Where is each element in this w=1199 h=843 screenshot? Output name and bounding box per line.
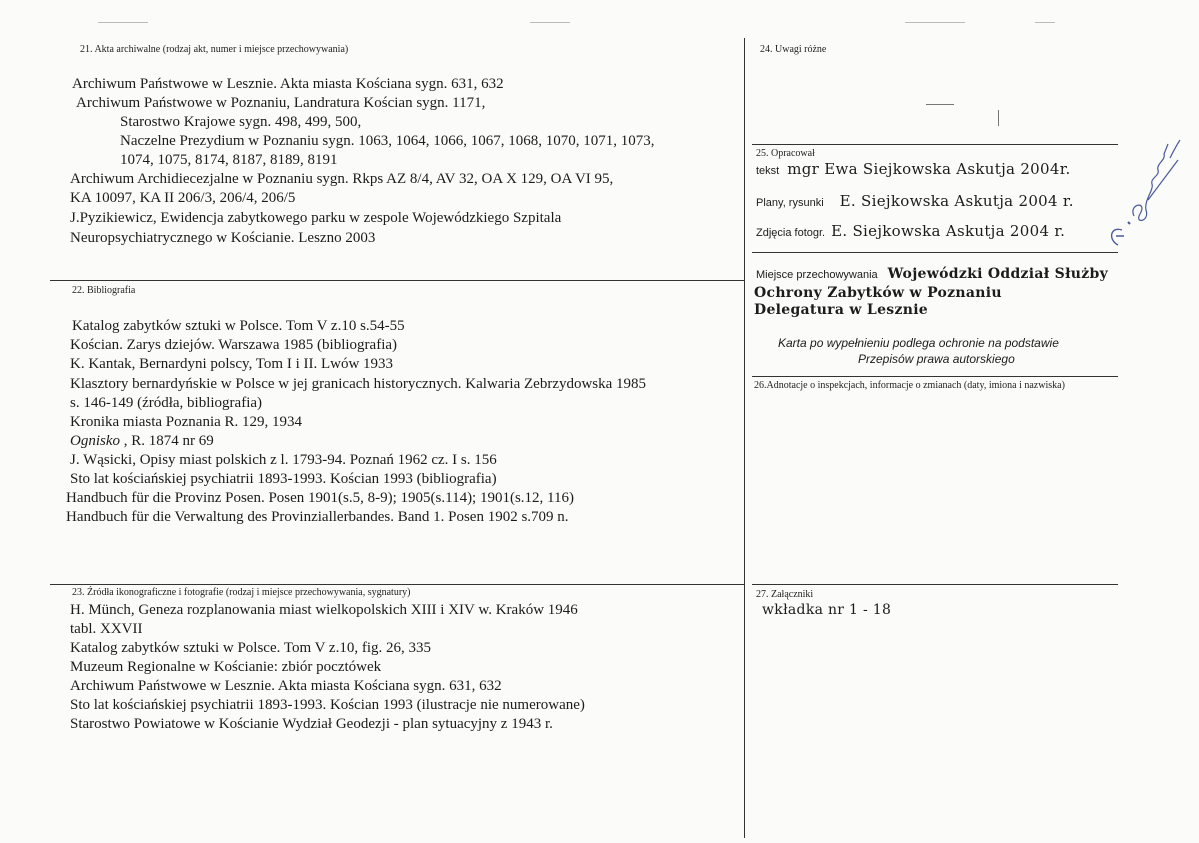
s21-line-1: Archiwum Państwowe w Lesznie. Akta miasta Kościana sygn. 631, 632 bbox=[72, 76, 504, 92]
section-25-label: 25. Opracował bbox=[756, 148, 815, 159]
s23-line-2: tabl. XXVII bbox=[70, 621, 143, 637]
handwritten-signature bbox=[1088, 130, 1188, 260]
scan-mark bbox=[998, 110, 999, 126]
divider-storage-26 bbox=[752, 376, 1118, 377]
s23-line-5: Archiwum Państwowe w Lesznie. Akta miasta Kościana sygn. 631, 632 bbox=[70, 678, 502, 694]
copyright-line-1: Karta po wypełnieniu podlega ochronie na podstawie bbox=[778, 336, 1059, 350]
divider-25-storage bbox=[752, 252, 1118, 253]
plany-label: Plany, rysunki bbox=[756, 197, 824, 209]
s23-line-4: Muzeum Regionalne w Kościanie: zbiór pocztówek bbox=[70, 659, 382, 675]
s21-line-2: Archiwum Państwowe w Poznaniu, Landratura Kościan sygn. 1171, bbox=[76, 95, 486, 111]
s21-line-8: J.Pyzikiewicz, Ewidencja zabytkowego parku w zespole Wojewódzkiego Szpitala bbox=[70, 210, 562, 226]
divider-21-22 bbox=[50, 280, 744, 281]
tekst-value: mgr Ewa Siejkowska Askutja 2004r. bbox=[787, 160, 1071, 178]
s22-line-5: s. 146-149 (źródła, bibliografia) bbox=[70, 395, 263, 411]
zdjecia-value: E. Siejkowska Askutja 2004 r. bbox=[831, 222, 1066, 240]
s21-line-3: Starostwo Krajowe sygn. 498, 499, 500, bbox=[120, 114, 362, 130]
storage-line-2: Ochrony Zabytków w Poznaniu bbox=[754, 285, 1002, 301]
s23-line-6: Sto lat kościańskiej psychiatrii 1893-1993. Kościan 1993 (ilustracje nie numerowane) bbox=[70, 697, 585, 713]
s22-line-2: Kościan. Zarys dziejów. Warszawa 1985 (bibliografia) bbox=[70, 337, 398, 353]
s27-value: wkładka nr 1 - 18 bbox=[762, 602, 892, 618]
tekst-row bbox=[756, 160, 1071, 179]
section-27-label: 27. Załączniki bbox=[756, 589, 814, 600]
s22-line-7-rest: R. 1874 nr 69 bbox=[131, 433, 214, 449]
s21-line-7: KA 10097, KA II 206/3, 206/4, 206/5 bbox=[70, 190, 296, 206]
section-26-label: 26.Adnotacje o inspekcjach, informacje o zmianach (daty, imiona i nazwiska) bbox=[754, 380, 1065, 391]
s23-line-7: Starostwo Powiatowe w Kościanie Wydział Geodezji - plan sytuacyjny z 1943 r. bbox=[70, 716, 553, 732]
s23-line-1: H. Münch, Geneza rozplanowania miast wielkopolskich XIII i XIV w. Kraków 1946 bbox=[70, 602, 578, 618]
copyright-line-2: Przepisów prawa autorskiego bbox=[858, 352, 1015, 366]
s22-line-8: J. Wąsicki, Opisy miast polskich z l. 1793-94. Poznań 1962 cz. I s. 156 bbox=[70, 452, 497, 468]
tekst-label: tekst bbox=[756, 165, 780, 177]
section-23-label: 23. Źródła ikonograficzne i fotografie (rodzaj i miejsce przechowywania, sygnatury) bbox=[72, 587, 411, 598]
s21-line-9: Neuropsychiatrycznego w Kościanie. Leszno 2003 bbox=[70, 230, 376, 246]
storage-label: Miejsce przechowywania bbox=[756, 269, 878, 281]
storage-line-1: Wojewódzki Oddział Służby bbox=[887, 266, 1109, 282]
section-24-label: 24. Uwagi różne bbox=[760, 44, 827, 55]
divider-22-23 bbox=[50, 584, 744, 585]
s22-line-7: Ognisko , R. 1874 nr 69 bbox=[70, 433, 214, 449]
s22-line-6: Kronika miasta Poznania R. 129, 1934 bbox=[70, 414, 303, 430]
s21-line-6: Archiwum Archidiecezjalne w Poznaniu sygn. Rkps AZ 8/4, AV 32, OA X 129, OA VI 95, bbox=[70, 171, 614, 187]
s21-line-4: Naczelne Prezydium w Poznaniu sygn. 1063, 1064, 1066, 1067, 1068, 1070, 1071, 1073, bbox=[120, 133, 655, 149]
zdjecia-row bbox=[756, 222, 1065, 241]
s22-line-3: K. Kantak, Bernardyni polscy, Tom I i II. Lwów 1933 bbox=[70, 356, 394, 372]
s22-line-1: Katalog zabytków sztuki w Polsce. Tom V z.10 s.54-55 bbox=[72, 318, 405, 334]
s22-line-9: Sto lat kościańskiej psychiatrii 1893-1993. Kościan 1993 (bibliografia) bbox=[70, 471, 497, 487]
storage-line-3: Delegatura w Lesznie bbox=[754, 302, 929, 318]
s22-ognisko-title: Ognisko bbox=[70, 433, 120, 449]
section-22-label: 22. Bibliografia bbox=[72, 285, 136, 296]
divider-24-25 bbox=[752, 144, 1118, 145]
zdjecia-label: Zdjęcia fotogr. bbox=[756, 227, 826, 239]
column-divider bbox=[744, 38, 745, 838]
plany-value: E. Siejkowska Askutja 2004 r. bbox=[839, 192, 1074, 210]
divider-26-27 bbox=[752, 584, 1118, 585]
section-21-label: 21. Akta archiwalne (rodzaj akt, numer i miejsce przechowywania) bbox=[80, 44, 349, 55]
s22-line-4: Klasztory bernardyńskie w Polsce w jej granicach historycznych. Kalwaria Zebrzydowska 1985 bbox=[70, 376, 647, 392]
s22-line-10: Handbuch für die Provinz Posen. Posen 1901(s.5, 8-9); 1905(s.114); 1901(s.12, 116) bbox=[66, 490, 575, 506]
s22-line-11: Handbuch für die Verwaltung des Provinziallerbandes. Band 1. Posen 1902 s.709 n. bbox=[66, 509, 569, 525]
plany-row bbox=[756, 192, 1074, 211]
storage-row bbox=[756, 265, 1108, 283]
scan-mark bbox=[926, 104, 954, 105]
s23-line-3: Katalog zabytków sztuki w Polsce. Tom V z.10, fig. 26, 335 bbox=[70, 640, 431, 656]
s21-line-5: 1074, 1075, 8174, 8187, 8189, 8191 bbox=[120, 152, 338, 168]
